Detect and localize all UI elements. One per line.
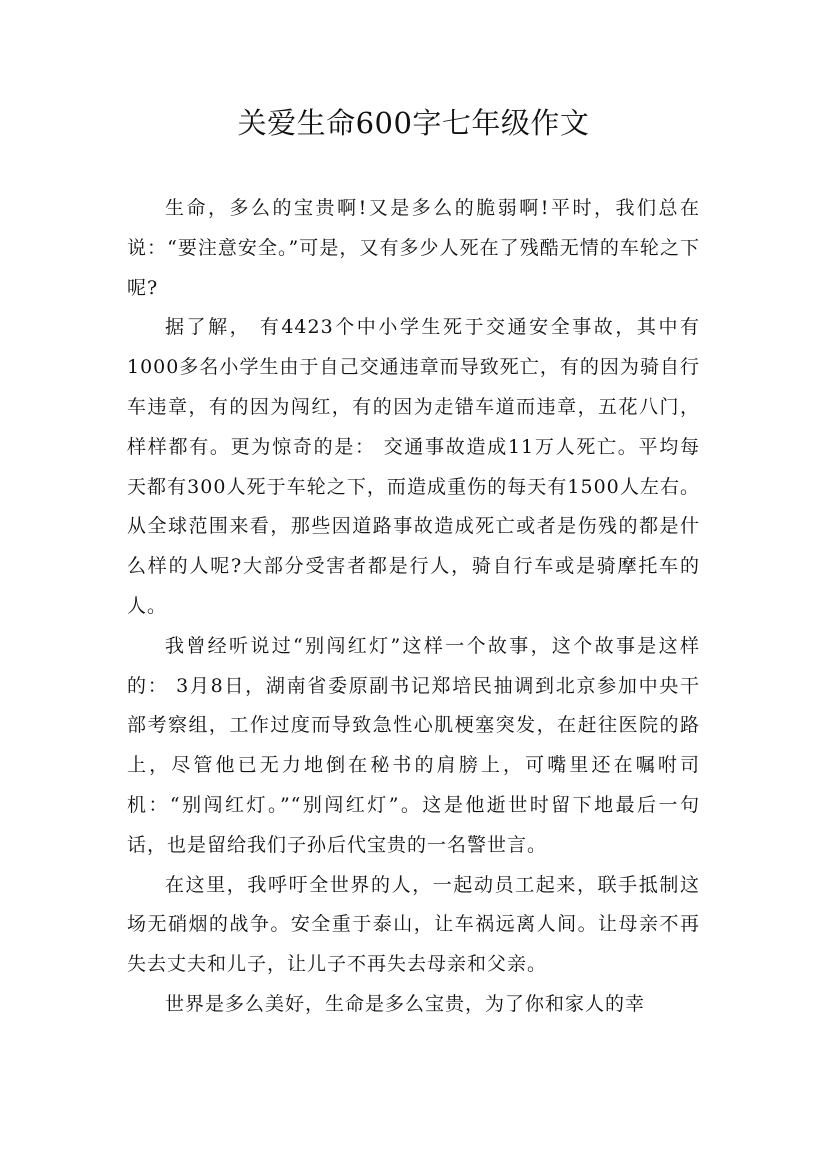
paragraph-2: 据了解， 有4423个中小学生死于交通安全事故，其中有1000多名小学生由于自己交通违章而导致死亡，有的因为骑自行车违章，有的因为闯红，有的因为走错车道而违章，五花八门，样样都有。更为惊奇的是： 交通事故造成11万人死亡。平均每天都有300人死于车轮之下，而造成重伤的每天有1500人左右。从全球范围来看，那些因道路事故造成死亡或者是伤残的都是什么样的人呢?大部分受害者都是行人，骑自行车或是骑摩托车的人。 — [127, 316, 700, 617]
document-title: 关爱生命600字七年级作文 — [237, 106, 590, 140]
paragraph-3: 我曾经听说过“别闯红灯”这样一个故事，这个故事是这样的： 3月8日，湖南省委原副书记郑培民抽调到北京参加中央干部考察组，工作过度而导致急性心肌梗塞突发，在赶往医院的路上，尽管他已无力地倒在秘书的肩膀上，可嘴里还在嘱咐司机：“别闯红灯。”“别闯红灯”。这是他逝世时留下地最后一句话，也是留给我们子孙后代宝贵的一名警世言。 — [127, 634, 700, 856]
paragraph-1: 生命，多么的宝贵啊!又是多么的脆弱啊!平时，我们总在说：“要注意安全。”可是，又有多少人死在了残酷无情的车轮之下呢? — [127, 197, 700, 299]
paragraph-4: 在这里，我呼吁全世界的人，一起动员工起来，联手抵制这场无硝烟的战争。安全重于泰山，让车祸远离人间。让母亲不再失去丈夫和儿子，让儿子不再失去母亲和父亲。 — [127, 873, 700, 976]
document-body — [127, 189, 700, 1025]
paragraph-5: 世界是多么美好，生命是多么宝贵，为了你和家人的幸 — [165, 992, 646, 1015]
